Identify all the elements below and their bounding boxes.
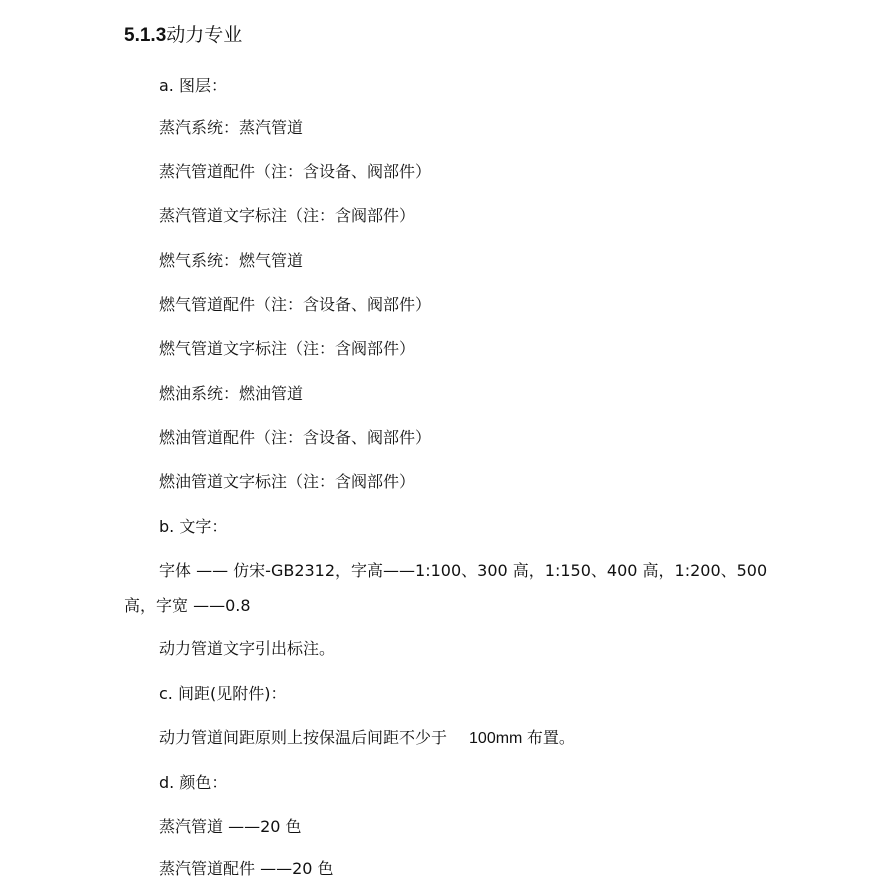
color-steam-line: 蒸汽管道 ——20 色: [159, 817, 302, 836]
gas-fittings-line: 燃气管道配件（注：含设备、阀部件）: [159, 295, 432, 314]
section-number: 5.1.3: [124, 25, 167, 46]
spacing-value: 100mm 布置。: [469, 730, 575, 747]
item-c-label: c. 间距(见附件)：: [159, 684, 287, 703]
item-a-label: a. 图层：: [159, 76, 227, 95]
oil-text-line: 燃油管道文字标注（注：含阀部件）: [159, 472, 416, 491]
section-title: 动力专业: [166, 24, 243, 46]
spacing-line: [159, 727, 575, 750]
item-b-label: b. 文字：: [159, 517, 228, 536]
item-d-label: d. 颜色：: [159, 773, 228, 792]
gas-text-line: 燃气管道文字标注（注：含阀部件）: [159, 339, 416, 358]
color-steam-fittings-line: 蒸汽管道配件 ——20 色: [159, 859, 334, 878]
section-heading: [124, 22, 242, 49]
font-spec-line: 字体 —— 仿宋-GB2312，字高——1:100、300 高，1:150、400 高，1:200、500: [159, 561, 768, 580]
gas-system-line: 燃气系统：燃气管道: [159, 251, 304, 270]
leader-note-line: 动力管道文字引出标注。: [159, 639, 336, 658]
oil-system-line: 燃油系统：燃油管道: [159, 384, 304, 403]
spacing-text: 动力管道间距原则上按保温后间距不少于: [159, 728, 448, 747]
steam-text-line: 蒸汽管道文字标注（注：含阀部件）: [159, 206, 416, 225]
oil-fittings-line: 燃油管道配件（注：含设备、阀部件）: [159, 428, 432, 447]
font-spec-continuation: 高，字宽 ——0.8: [124, 596, 251, 615]
steam-system-line: 蒸汽系统：蒸汽管道: [159, 118, 304, 137]
steam-fittings-line: 蒸汽管道配件（注：含设备、阀部件）: [159, 162, 432, 181]
